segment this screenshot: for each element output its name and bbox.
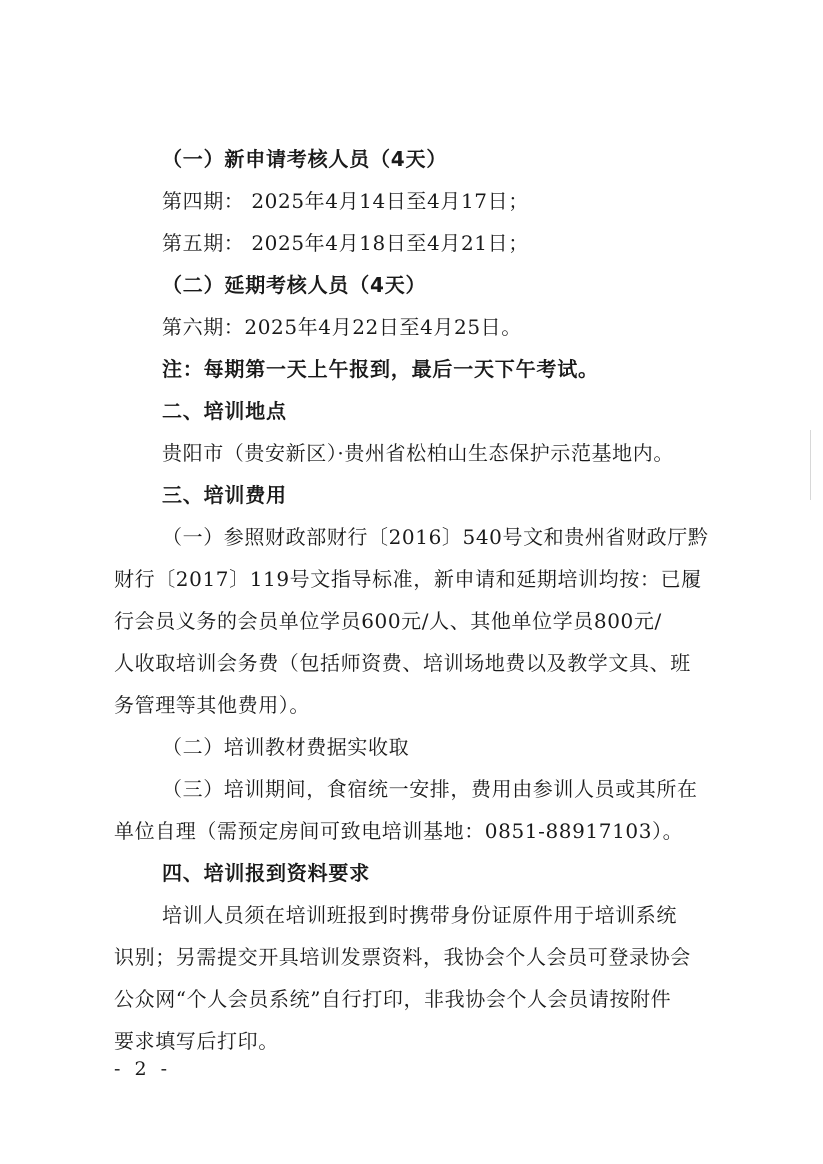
session-five: 第五期： 2025年4月18日至4月21日； (162, 231, 529, 255)
heading-training-location: 二、培训地点 (162, 399, 287, 423)
accommodation-line-2: 单位自理（需预定房间可致电培训基地：0851-88917103）。 (114, 819, 684, 843)
fees-paragraph-line-1: （一）参照财政部财行〔2016〕540号文和贵州省财政厅黔 (162, 525, 709, 549)
subheading-extension: （二）延期考核人员（4天） (162, 273, 427, 297)
session-six: 第六期：2025年4月22日至4月25日。 (162, 315, 522, 339)
heading-registration-materials: 四、培训报到资料要求 (162, 861, 370, 885)
materials-paragraph-line-3: 公众网“个人会员系统”自行打印，非我协会个人会员请按附件 (114, 987, 672, 1011)
materials-paragraph-line-1: 培训人员须在培训班报到时携带身份证原件用于培训系统 (162, 903, 677, 927)
page-number: - 2 - (114, 1058, 172, 1080)
note-line: 注：每期第一天上午报到，最后一天下午考试。 (162, 357, 599, 381)
fees-paragraph-line-3: 行会员义务的会员单位学员600元/人、其他单位学员800元/ (114, 609, 662, 633)
fees-paragraph-line-2: 财行〔2017〕119号文指导标准，新申请和延期培训均按：已履 (114, 567, 702, 591)
subheading-new-applicants: （一）新申请考核人员（4天） (162, 147, 448, 171)
scan-edge-mark (810, 430, 811, 500)
materials-paragraph-line-4: 要求填写后打印。 (114, 1029, 279, 1053)
fees-paragraph-line-4: 人收取培训会务费（包括师资费、培训场地费以及教学文具、班 (114, 651, 691, 675)
accommodation-line-1: （三）培训期间，食宿统一安排，费用由参训人员或其所在 (162, 777, 698, 801)
materials-paragraph-line-2: 识别；另需提交开具培训发票资料，我协会个人会员可登录协会 (114, 945, 691, 969)
materials-fee: （二）培训教材费据实收取 (162, 735, 410, 759)
location-text: 贵阳市（贵安新区）·贵州省松柏山生态保护示范基地内。 (162, 441, 674, 465)
session-four: 第四期： 2025年4月14日至4月17日； (162, 189, 529, 213)
fees-paragraph-line-5: 务管理等其他费用）。 (114, 693, 310, 717)
heading-training-fees: 三、培训费用 (162, 483, 287, 507)
